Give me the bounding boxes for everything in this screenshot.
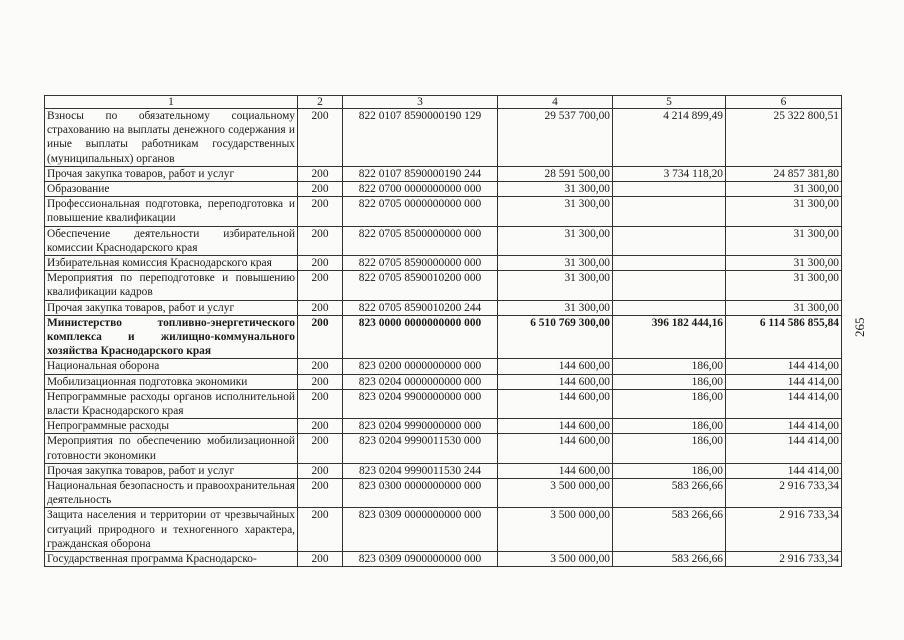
row-amount-col5-cell: 186,00 bbox=[613, 359, 726, 374]
row-name-cell: Прочая закупка товаров, работ и услуг bbox=[45, 463, 298, 478]
column-header-2: 2 bbox=[298, 96, 343, 109]
table-row bbox=[45, 182, 842, 197]
row-code-cell: 823 0309 0000000000 000 bbox=[343, 508, 498, 552]
table-row bbox=[45, 315, 842, 359]
column-number-row bbox=[45, 96, 842, 109]
budget-table bbox=[44, 95, 842, 567]
row-amount-col5-cell: 583 266,66 bbox=[613, 508, 726, 552]
table-row bbox=[45, 552, 842, 567]
row-name-cell: Национальная безопасность и правоохранительная деятельность bbox=[45, 479, 298, 508]
row-name-cell: Непрограммные расходы органов исполнительной власти Краснодарского края bbox=[45, 389, 298, 418]
row-amount-col5-cell bbox=[613, 300, 726, 315]
row-name-cell: Мероприятия по обеспечению мобилизационной готовности экономики bbox=[45, 434, 298, 463]
row-amount-col6-cell: 25 322 800,51 bbox=[726, 109, 842, 167]
row-amount-col5-cell: 186,00 bbox=[613, 374, 726, 389]
row-type-cell: 200 bbox=[298, 166, 343, 181]
row-amount-col6-cell: 31 300,00 bbox=[726, 256, 842, 271]
row-code-cell: 822 0705 8590010200 000 bbox=[343, 271, 498, 300]
row-code-cell: 822 0705 8500000000 000 bbox=[343, 226, 498, 255]
row-name-cell: Профессиональная подготовка, переподготовка и повышение квалификации bbox=[45, 197, 298, 226]
row-name-cell: Государственная программа Краснодарско- bbox=[45, 552, 298, 567]
row-amount-col4-cell: 144 600,00 bbox=[498, 359, 613, 374]
row-name-cell: Мероприятия по переподготовке и повышению квалификации кадров bbox=[45, 271, 298, 300]
row-amount-col5-cell: 186,00 bbox=[613, 463, 726, 478]
row-amount-col4-cell: 31 300,00 bbox=[498, 271, 613, 300]
row-amount-col5-cell bbox=[613, 182, 726, 197]
row-type-cell: 200 bbox=[298, 271, 343, 300]
row-amount-col5-cell: 186,00 bbox=[613, 434, 726, 463]
row-name-cell: Образование bbox=[45, 182, 298, 197]
row-type-cell: 200 bbox=[298, 434, 343, 463]
row-amount-col5-cell: 186,00 bbox=[613, 389, 726, 418]
row-amount-col6-cell: 144 414,00 bbox=[726, 359, 842, 374]
row-amount-col4-cell: 31 300,00 bbox=[498, 182, 613, 197]
column-header-4: 4 bbox=[498, 96, 613, 109]
row-type-cell: 200 bbox=[298, 315, 343, 359]
table-row bbox=[45, 374, 842, 389]
row-amount-col6-cell: 31 300,00 bbox=[726, 271, 842, 300]
row-amount-col4-cell: 3 500 000,00 bbox=[498, 479, 613, 508]
table-row bbox=[45, 109, 842, 167]
table-row bbox=[45, 479, 842, 508]
row-amount-col6-cell: 144 414,00 bbox=[726, 419, 842, 434]
row-amount-col6-cell: 31 300,00 bbox=[726, 300, 842, 315]
row-amount-col6-cell: 31 300,00 bbox=[726, 197, 842, 226]
row-type-cell: 200 bbox=[298, 463, 343, 478]
row-amount-col4-cell: 6 510 769 300,00 bbox=[498, 315, 613, 359]
table-row bbox=[45, 256, 842, 271]
row-code-cell: 823 0000 0000000000 000 bbox=[343, 315, 498, 359]
row-amount-col5-cell: 3 734 118,20 bbox=[613, 166, 726, 181]
row-name-cell: Взносы по обязательному социальному страхованию на выплаты денежного содержания и иные выплаты работникам государственных (муниципальных) органов bbox=[45, 109, 298, 167]
row-amount-col6-cell: 144 414,00 bbox=[726, 434, 842, 463]
row-code-cell: 823 0200 0000000000 000 bbox=[343, 359, 498, 374]
row-code-cell: 822 0107 8590000190 129 bbox=[343, 109, 498, 167]
row-type-cell: 200 bbox=[298, 300, 343, 315]
row-code-cell: 823 0204 9990000000 000 bbox=[343, 419, 498, 434]
row-amount-col4-cell: 31 300,00 bbox=[498, 256, 613, 271]
row-type-cell: 200 bbox=[298, 197, 343, 226]
table-row bbox=[45, 463, 842, 478]
row-amount-col4-cell: 28 591 500,00 bbox=[498, 166, 613, 181]
row-amount-col4-cell: 144 600,00 bbox=[498, 389, 613, 418]
page-number: 265 bbox=[852, 317, 867, 337]
row-name-cell: Прочая закупка товаров, работ и услуг bbox=[45, 166, 298, 181]
row-amount-col4-cell: 29 537 700,00 bbox=[498, 109, 613, 167]
table-row bbox=[45, 359, 842, 374]
row-amount-col4-cell: 3 500 000,00 bbox=[498, 508, 613, 552]
row-code-cell: 823 0309 0900000000 000 bbox=[343, 552, 498, 567]
row-type-cell: 200 bbox=[298, 389, 343, 418]
row-amount-col5-cell bbox=[613, 271, 726, 300]
row-code-cell: 822 0705 8590010200 244 bbox=[343, 300, 498, 315]
column-header-1: 1 bbox=[45, 96, 298, 109]
row-amount-col6-cell: 24 857 381,80 bbox=[726, 166, 842, 181]
row-amount-col6-cell: 2 916 733,34 bbox=[726, 552, 842, 567]
row-type-cell: 200 bbox=[298, 226, 343, 255]
row-type-cell: 200 bbox=[298, 374, 343, 389]
row-type-cell: 200 bbox=[298, 508, 343, 552]
table-row bbox=[45, 226, 842, 255]
table-row bbox=[45, 434, 842, 463]
row-amount-col5-cell: 583 266,66 bbox=[613, 552, 726, 567]
table-row bbox=[45, 508, 842, 552]
row-amount-col5-cell bbox=[613, 226, 726, 255]
row-code-cell: 822 0705 0000000000 000 bbox=[343, 197, 498, 226]
row-name-cell: Избирательная комиссия Краснодарского края bbox=[45, 256, 298, 271]
row-amount-col4-cell: 144 600,00 bbox=[498, 434, 613, 463]
row-amount-col4-cell: 144 600,00 bbox=[498, 463, 613, 478]
row-name-cell: Защита населения и территории от чрезвычайных ситуаций природного и техногенного характера, гражданская оборона bbox=[45, 508, 298, 552]
row-name-cell: Национальная оборона bbox=[45, 359, 298, 374]
row-amount-col5-cell: 186,00 bbox=[613, 419, 726, 434]
row-type-cell: 200 bbox=[298, 419, 343, 434]
row-name-cell: Министерство топливно-энергетического комплекса и жилищно-коммунального хозяйства Краснодарского края bbox=[45, 315, 298, 359]
row-amount-col5-cell: 583 266,66 bbox=[613, 479, 726, 508]
column-header-6: 6 bbox=[726, 96, 842, 109]
row-amount-col5-cell: 4 214 899,49 bbox=[613, 109, 726, 167]
column-header-5: 5 bbox=[613, 96, 726, 109]
row-amount-col4-cell: 3 500 000,00 bbox=[498, 552, 613, 567]
row-amount-col6-cell: 2 916 733,34 bbox=[726, 479, 842, 508]
row-amount-col6-cell: 2 916 733,34 bbox=[726, 508, 842, 552]
row-amount-col5-cell: 396 182 444,16 bbox=[613, 315, 726, 359]
row-type-cell: 200 bbox=[298, 552, 343, 567]
row-name-cell: Обеспечение деятельности избирательной комиссии Краснодарского края bbox=[45, 226, 298, 255]
table-row bbox=[45, 271, 842, 300]
row-type-cell: 200 bbox=[298, 359, 343, 374]
row-type-cell: 200 bbox=[298, 182, 343, 197]
row-code-cell: 822 0700 0000000000 000 bbox=[343, 182, 498, 197]
row-code-cell: 822 0107 8590000190 244 bbox=[343, 166, 498, 181]
row-amount-col6-cell: 144 414,00 bbox=[726, 374, 842, 389]
row-amount-col6-cell: 31 300,00 bbox=[726, 182, 842, 197]
row-amount-col5-cell bbox=[613, 256, 726, 271]
row-amount-col4-cell: 144 600,00 bbox=[498, 374, 613, 389]
row-amount-col5-cell bbox=[613, 197, 726, 226]
row-code-cell: 823 0204 0000000000 000 bbox=[343, 374, 498, 389]
row-type-cell: 200 bbox=[298, 109, 343, 167]
table-row bbox=[45, 300, 842, 315]
row-code-cell: 823 0204 9990011530 000 bbox=[343, 434, 498, 463]
row-code-cell: 823 0204 9900000000 000 bbox=[343, 389, 498, 418]
column-header-3: 3 bbox=[343, 96, 498, 109]
row-name-cell: Мобилизационная подготовка экономики bbox=[45, 374, 298, 389]
row-amount-col6-cell: 144 414,00 bbox=[726, 463, 842, 478]
row-code-cell: 823 0300 0000000000 000 bbox=[343, 479, 498, 508]
table-body bbox=[45, 109, 842, 567]
row-amount-col4-cell: 144 600,00 bbox=[498, 419, 613, 434]
table-row bbox=[45, 419, 842, 434]
row-code-cell: 823 0204 9990011530 244 bbox=[343, 463, 498, 478]
table-row bbox=[45, 389, 842, 418]
row-code-cell: 822 0705 8590000000 000 bbox=[343, 256, 498, 271]
table-row bbox=[45, 166, 842, 181]
row-amount-col4-cell: 31 300,00 bbox=[498, 197, 613, 226]
row-name-cell: Непрограммные расходы bbox=[45, 419, 298, 434]
row-amount-col6-cell: 31 300,00 bbox=[726, 226, 842, 255]
row-amount-col6-cell: 6 114 586 855,84 bbox=[726, 315, 842, 359]
row-type-cell: 200 bbox=[298, 256, 343, 271]
table-row bbox=[45, 197, 842, 226]
row-name-cell: Прочая закупка товаров, работ и услуг bbox=[45, 300, 298, 315]
row-amount-col4-cell: 31 300,00 bbox=[498, 300, 613, 315]
row-type-cell: 200 bbox=[298, 479, 343, 508]
row-amount-col4-cell: 31 300,00 bbox=[498, 226, 613, 255]
row-amount-col6-cell: 144 414,00 bbox=[726, 389, 842, 418]
